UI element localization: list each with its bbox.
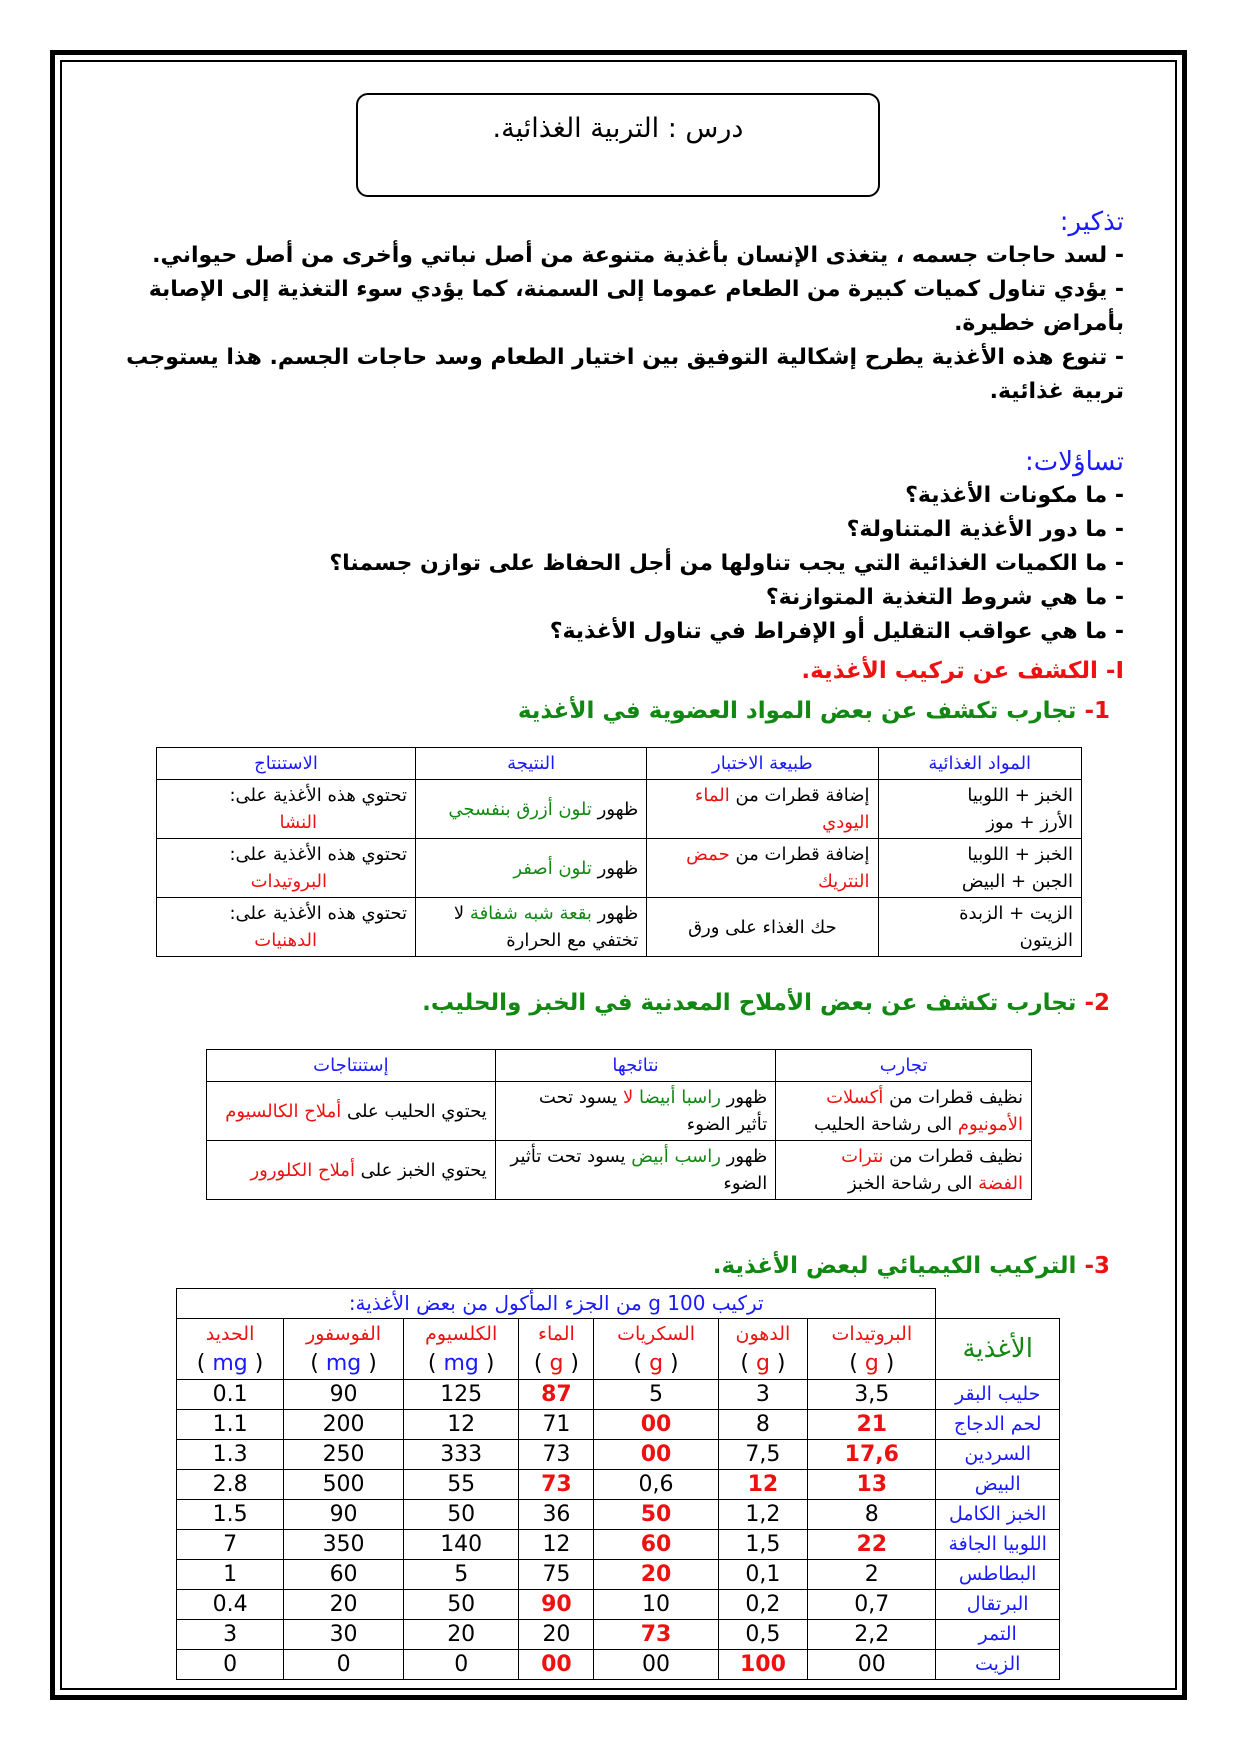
reagent: الماء <box>694 785 730 806</box>
value-cell: 60 <box>284 1560 404 1590</box>
value-cell: 350 <box>284 1530 404 1560</box>
table-row <box>177 1530 1060 1560</box>
question-item: - ما دور الأغذية المتناولة؟ <box>846 517 1124 542</box>
value-cell: 60 <box>594 1530 718 1560</box>
table-header: طبيعة الاختبار <box>647 748 878 780</box>
nutrient-unit: ( mg ) <box>196 1351 264 1376</box>
table-header: إستنتاجات <box>207 1050 496 1082</box>
table-row <box>177 1440 1060 1470</box>
value-cell: 0,7 <box>808 1590 936 1620</box>
nutrient-unit: ( g ) <box>633 1351 679 1376</box>
value-cell: 1 <box>177 1560 284 1590</box>
result-highlight: راسب أبيض <box>631 1146 721 1167</box>
food-name: حليب البقر <box>936 1380 1060 1410</box>
reminder-line: - لسد حاجات جسمه ، يتغذى الإنسان بأغذية متنوعة من أصل نباتي وأخرى من أصل حيواني. <box>152 243 1124 268</box>
result-text: ظهور <box>591 903 639 924</box>
food-name: الخبز الكامل <box>936 1500 1060 1530</box>
result-highlight: تلون أصفر <box>513 857 592 879</box>
subsection1-heading <box>120 695 1110 727</box>
value-cell: 0 <box>284 1650 404 1680</box>
table-row <box>157 839 1082 898</box>
experiment-text: نظيف قطرات من <box>883 1146 1023 1167</box>
reagent: اليودي <box>822 812 870 833</box>
subsection3-heading <box>120 1250 1110 1282</box>
question-item: - ما الكميات الغذائية التي يجب تناولها من أجل الحفاظ على توازن جسمنا؟ <box>329 551 1124 576</box>
nutrient-column-header <box>177 1319 284 1380</box>
questions-heading: تساؤلات: <box>1025 447 1124 477</box>
conclusion-highlight: أملاح الكالسيوم <box>225 1100 342 1122</box>
result-text: ظهور <box>591 798 639 820</box>
nutrient-name: الماء <box>538 1323 575 1345</box>
value-cell: 90 <box>284 1380 404 1410</box>
value-cell: 13 <box>808 1470 936 1500</box>
table-row <box>177 1410 1060 1440</box>
lesson-content <box>120 205 1124 1680</box>
value-cell: 500 <box>284 1470 404 1500</box>
reagent: أكسلات <box>826 1087 884 1108</box>
value-cell: 50 <box>403 1500 518 1530</box>
value-cell: 250 <box>284 1440 404 1470</box>
value-cell: 7,5 <box>718 1440 808 1470</box>
value-cell: 125 <box>403 1380 518 1410</box>
food-cell: الأرز + موز <box>986 812 1073 833</box>
table-row <box>177 1620 1060 1650</box>
reagent: حمض <box>686 844 730 865</box>
result-highlight: تلون أزرق بنفسجي <box>448 798 592 820</box>
value-cell: 1,5 <box>718 1530 808 1560</box>
nutrient-name: البروتيدات <box>831 1323 913 1345</box>
nutrient-unit: ( g ) <box>533 1351 579 1376</box>
conclusion-highlight: النشا <box>279 812 317 833</box>
value-cell: 87 <box>519 1380 594 1410</box>
value-cell: 0 <box>177 1650 284 1680</box>
table-header: المواد الغذائية <box>878 748 1082 780</box>
food-name: الزيت <box>936 1650 1060 1680</box>
subsection-number: 3- <box>1084 1253 1110 1279</box>
value-cell: 1.1 <box>177 1410 284 1440</box>
table-row <box>157 780 1082 839</box>
reagent: نترات <box>841 1146 884 1167</box>
question-item: - ما هي عواقب التقليل أو الإفراط في تناول الأغذية؟ <box>549 619 1124 644</box>
value-cell: 140 <box>403 1530 518 1560</box>
question-item: - ما مكونات الأغذية؟ <box>905 483 1124 508</box>
value-cell: 73 <box>594 1620 718 1650</box>
result-text: ظهور <box>720 1087 768 1108</box>
value-cell: 73 <box>519 1470 594 1500</box>
value-cell: 1.3 <box>177 1440 284 1470</box>
conclusion-highlight: الدهنيات <box>254 930 317 951</box>
table-row <box>207 1082 1032 1141</box>
table-row <box>177 1590 1060 1620</box>
nutrient-unit: ( mg ) <box>310 1351 377 1376</box>
nutrient-column-header <box>519 1319 594 1380</box>
food-cell: الزيت + الزبدة <box>959 903 1073 924</box>
conclusion-highlight: أملاح الكلورور <box>250 1159 355 1181</box>
value-cell: 00 <box>594 1650 718 1680</box>
questions-section <box>120 445 1124 649</box>
test-text: حك الغذاء على ورق <box>688 916 837 938</box>
nutrient-column-header <box>284 1319 404 1380</box>
value-cell: 90 <box>284 1500 404 1530</box>
reagent: الفضة <box>978 1173 1023 1194</box>
value-cell: 20 <box>594 1560 718 1590</box>
subsection-number: 2- <box>1084 990 1110 1016</box>
test-text: إضافة قطرات من <box>729 844 870 865</box>
nutrient-name: السكريات <box>617 1323 696 1345</box>
nutrient-column-header <box>718 1319 808 1380</box>
conclusion-highlight: البروتيدات <box>250 871 327 892</box>
table-row <box>177 1470 1060 1500</box>
subsection-title: التركيب الكيميائي لبعض الأغذية. <box>712 1253 1085 1279</box>
conclusion-text: تحتوي هذه الأغذية على: <box>229 903 407 924</box>
nutrient-name: الفوسفور <box>306 1323 382 1345</box>
value-cell: 100 <box>718 1650 808 1680</box>
value-cell: 8 <box>718 1410 808 1440</box>
value-cell: 333 <box>403 1440 518 1470</box>
food-name: السردين <box>936 1440 1060 1470</box>
section1-heading: I- الكشف عن تركيب الأغذية. <box>801 658 1124 684</box>
result-highlight: بقعة شبه شفافة <box>469 903 592 924</box>
value-cell: 2,2 <box>808 1620 936 1650</box>
value-cell: 20 <box>284 1590 404 1620</box>
value-cell: 30 <box>284 1620 404 1650</box>
nutrient-name: الحديد <box>205 1323 255 1345</box>
value-cell: 2 <box>808 1560 936 1590</box>
reagent: النتريك <box>818 871 870 892</box>
value-cell: 36 <box>519 1500 594 1530</box>
table-row <box>177 1500 1060 1530</box>
result-highlight: راسبا أبيضا <box>638 1087 721 1108</box>
nutrient-column-header <box>594 1319 718 1380</box>
table-row <box>177 1560 1060 1590</box>
reagent: الأمونيوم <box>957 1114 1023 1135</box>
result-text: يسود تحت تأثير الضوء <box>538 1087 768 1135</box>
value-cell: 5 <box>403 1560 518 1590</box>
conclusion-text: تحتوي هذه الأغذية على: <box>229 844 407 865</box>
value-cell: 20 <box>403 1620 518 1650</box>
value-cell: 10 <box>594 1590 718 1620</box>
food-cell: الجبن + البيض <box>961 871 1073 892</box>
table-header: النتيجة <box>416 748 647 780</box>
result-text: ظهور <box>720 1146 768 1167</box>
food-column-header: الأغذية <box>936 1319 1060 1380</box>
chemical-composition-table <box>176 1288 1060 1680</box>
value-cell: 0,6 <box>594 1470 718 1500</box>
nutrient-unit: ( g ) <box>849 1351 895 1376</box>
food-name: لحم الدجاج <box>936 1410 1060 1440</box>
nutrient-name: الكلسيوم <box>425 1323 498 1345</box>
food-name: التمر <box>936 1620 1060 1650</box>
value-cell: 3 <box>177 1620 284 1650</box>
table-caption: تركيب g 100 من الجزء المأكول من بعض الأغذية: <box>177 1289 936 1319</box>
value-cell: 00 <box>594 1440 718 1470</box>
value-cell: 00 <box>594 1410 718 1440</box>
result-text: ظهور <box>591 857 639 879</box>
food-name: البرتقال <box>936 1590 1060 1620</box>
value-cell: 20 <box>519 1620 594 1650</box>
experiment-text: الى رشاحة الحليب <box>814 1114 958 1135</box>
value-cell: 17,6 <box>808 1440 936 1470</box>
nutrient-name: الدهون <box>735 1323 791 1345</box>
test-text: إضافة قطرات من <box>729 785 870 806</box>
result-text: يسود تحت تأثير الضوء <box>510 1146 768 1194</box>
value-cell: 21 <box>808 1410 936 1440</box>
value-cell: 1.5 <box>177 1500 284 1530</box>
food-cell: الخبز + اللوبيا <box>967 785 1073 806</box>
value-cell: 0 <box>403 1650 518 1680</box>
value-cell: 22 <box>808 1530 936 1560</box>
value-cell: 90 <box>519 1590 594 1620</box>
value-cell: 12 <box>403 1410 518 1440</box>
table-row <box>177 1380 1060 1410</box>
food-name: البطاطس <box>936 1560 1060 1590</box>
organic-tests-table <box>156 747 1082 957</box>
subsection-title: تجارب تكشف عن بعض المواد العضوية في الأغذية <box>517 698 1085 724</box>
value-cell: 0,1 <box>718 1560 808 1590</box>
reminder-line: - يؤدي تناول كميات كبيرة من الطعام عموما إلى السمنة، كما يؤدي سوء التغذية إلى الإصابة بأمراض خطيرة. <box>148 277 1124 336</box>
value-cell: 7 <box>177 1530 284 1560</box>
value-cell: 0,5 <box>718 1620 808 1650</box>
table-row <box>157 898 1082 957</box>
value-cell: 71 <box>519 1410 594 1440</box>
value-cell: 5 <box>594 1380 718 1410</box>
value-cell: 3,5 <box>808 1380 936 1410</box>
reminder-section <box>120 205 1124 409</box>
subsection-number: 1- <box>1084 698 1110 724</box>
subsection2-heading <box>120 987 1110 1019</box>
value-cell: 75 <box>519 1560 594 1590</box>
nutrient-column-header <box>403 1319 518 1380</box>
value-cell: 3 <box>718 1380 808 1410</box>
value-cell: 0.1 <box>177 1380 284 1410</box>
table-row <box>177 1650 1060 1680</box>
value-cell: 0,2 <box>718 1590 808 1620</box>
result-text: لا تختفي مع الحرارة <box>453 903 639 951</box>
reminder-heading: تذكير: <box>1059 207 1124 237</box>
value-cell: 50 <box>594 1500 718 1530</box>
experiment-text: الى رشاحة الخبز <box>847 1173 979 1194</box>
food-name: البيض <box>936 1470 1060 1500</box>
table-row <box>207 1141 1032 1200</box>
food-cell: الزيتون <box>1019 930 1073 951</box>
nutrient-unit: ( g ) <box>740 1351 786 1376</box>
conclusion-text: تحتوي هذه الأغذية على: <box>229 785 407 806</box>
value-cell: 0.4 <box>177 1590 284 1620</box>
value-cell: 00 <box>808 1650 936 1680</box>
value-cell: 1,2 <box>718 1500 808 1530</box>
mineral-tests-table <box>206 1049 1032 1200</box>
table-header: نتائجها <box>495 1050 776 1082</box>
value-cell: 73 <box>519 1440 594 1470</box>
food-cell: الخبز + اللوبيا <box>967 844 1073 865</box>
lesson-title: درس : التربية الغذائية. <box>492 113 744 144</box>
nutrient-unit: ( mg ) <box>427 1351 495 1376</box>
table-header: تجارب <box>776 1050 1032 1082</box>
value-cell: 2.8 <box>177 1470 284 1500</box>
reminder-line: - تنوع هذه الأغذية يطرح إشكالية التوفيق بين اختيار الطعام وسد حاجات الجسم. هذا يستوجب تربية غذائية. <box>126 345 1124 404</box>
value-cell: 8 <box>808 1500 936 1530</box>
table-header: الاستنتاج <box>157 748 416 780</box>
value-cell: 12 <box>519 1530 594 1560</box>
value-cell: 200 <box>284 1410 404 1440</box>
nutrient-column-header <box>808 1319 936 1380</box>
experiment-text: نظيف قطرات من <box>883 1087 1023 1108</box>
value-cell: 00 <box>519 1650 594 1680</box>
value-cell: 55 <box>403 1470 518 1500</box>
value-cell: 50 <box>403 1590 518 1620</box>
lesson-title-box <box>356 93 880 197</box>
subsection-title: تجارب تكشف عن بعض الأملاح المعدنية في الخبز والحليب. <box>422 990 1085 1016</box>
result-negation: لا <box>622 1087 639 1108</box>
question-item: - ما هي شروط التغذية المتوازنة؟ <box>765 585 1124 610</box>
conclusion-text: يحتوي الحليب على <box>341 1100 487 1122</box>
conclusion-text: يحتوي الخبز على <box>354 1159 487 1181</box>
value-cell: 12 <box>718 1470 808 1500</box>
food-name: اللوبيا الجافة <box>936 1530 1060 1560</box>
